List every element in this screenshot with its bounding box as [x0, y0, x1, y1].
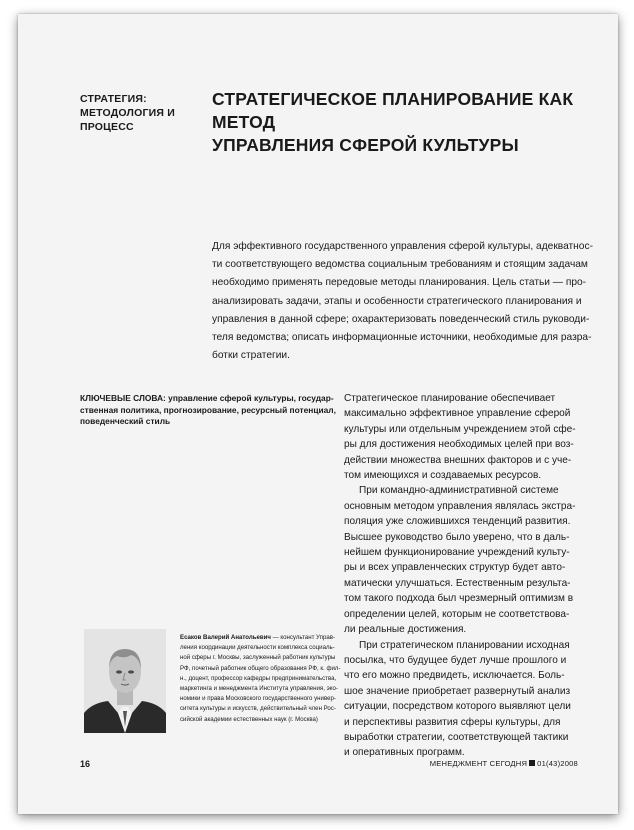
section-label — [80, 92, 190, 134]
journal-issue: 01(43)2008 — [537, 759, 578, 768]
keywords — [80, 393, 335, 428]
body-line: матически улучшаться. Естественным результа- — [344, 577, 571, 589]
abstract-line: Для эффективного государственного управления сферой культуры, адекватнос- — [212, 241, 593, 252]
magazine-page — [18, 14, 618, 814]
author-photo — [84, 629, 166, 733]
bio-line: ситета культуры и искусств, действительный член Рос- — [180, 705, 336, 713]
bio-line: н., доцент, профессор кафедры предпринимательства, — [180, 674, 337, 682]
section-label-line: СТРАТЕГИЯ: — [80, 93, 147, 105]
body-line: поляция уже сложившихся тенденций развития. — [344, 516, 571, 528]
body-line: том такого подхода был чрезмерный оптимизм в — [344, 593, 574, 605]
bio-line: сийской академии естественных наук (г. Москва) — [180, 715, 318, 723]
abstract-line: теля ведомства; описать информационные источники, необходимые для разра- — [212, 332, 592, 344]
abstract-line: анализировать задачи, этапы и особенности стратегического планирования и — [212, 295, 582, 307]
keywords-line: ственная политика, прогнозирование, ресурсный потенциал, — [80, 404, 336, 415]
bio-line: ной сферы г. Москвы, заслуженный работник культуры — [180, 654, 336, 662]
section-label-line: ПРОЦЕСС — [80, 121, 134, 133]
keywords-line: поведенческий стиль — [80, 416, 171, 427]
author-bio — [180, 633, 341, 725]
abstract-line: ботки стратегии. — [212, 350, 290, 362]
bio-text: — консультант Управ- — [270, 634, 335, 641]
section-label-line: МЕТОДОЛОГИЯ И — [80, 107, 175, 119]
abstract-line: ти соответствующего ведомства социальным требованиям и стоящим задачам — [212, 259, 588, 271]
body-line: ры для достижения необходимых целей при воз- — [344, 439, 574, 451]
body-line: ры и всех управленческих структур будет авто- — [344, 562, 566, 574]
bio-line-first — [180, 633, 335, 643]
bio-line: РФ, почетный работник общего образования РФ, к. фил- — [180, 664, 341, 672]
body-line: и перспективы развития сферы культуры, для — [344, 716, 561, 728]
author-name: Есаков Валерий Анатольевич — [180, 634, 271, 641]
journal-footer — [430, 759, 578, 768]
bio-line: номики и права Московского государственного универ- — [180, 695, 336, 703]
body-line: ситуации, посредством которого выявляют цели — [344, 701, 571, 713]
body-line: том имеющихся и создаваемых ресурсов. — [344, 470, 542, 482]
abstract-line: необходимо применять передовые методы планирования. Цель статьи — про- — [212, 277, 587, 289]
article-title — [212, 88, 602, 157]
keywords-line: КЛЮЧЕВЫЕ СЛОВА: управление сферой культуры, государ- — [80, 393, 334, 403]
body-line: определении целей, которым не соответствова- — [344, 608, 570, 620]
body-line: ли реальные достижения. — [344, 624, 467, 636]
body-line: посылка, что будущее будет лучше прошлого и — [344, 654, 567, 666]
body-line: Стратегическое планирование обеспечивает — [344, 393, 556, 404]
abstract-line: управления в данной сфере; охарактеризовать поведенческий стиль руководи- — [212, 313, 590, 325]
body-line: максимально эффективное управление сферой — [344, 408, 571, 420]
article-body — [344, 391, 596, 761]
body-line: нейшем функционирование учреждений культу- — [344, 547, 570, 559]
bio-line: маркетинга и менеджмента Института управления, эко- — [180, 685, 338, 693]
body-line: и оперативных программ. — [344, 747, 465, 759]
article-abstract — [212, 238, 597, 365]
article-title-line: УПРАВЛЕНИЯ СФЕРОЙ КУЛЬТУРЫ — [212, 135, 519, 155]
body-line: выработки стратегии, соответствующей тактики — [344, 731, 569, 743]
body-line: действии множества внешних факторов и с уче- — [344, 454, 572, 466]
body-line: культуры или отдельным учреждением этой сфе- — [344, 423, 576, 435]
square-separator-icon — [529, 760, 535, 766]
body-line: Высшее руководство было уверено, что в даль- — [344, 531, 570, 543]
journal-name: МЕНЕДЖМЕНТ СЕГОДНЯ — [429, 759, 528, 768]
body-line: При стратегическом планировании исходная — [359, 639, 570, 651]
body-line: При командно-административной системе — [359, 485, 559, 497]
body-line: что его можно предвидеть, исключается. Боль- — [344, 670, 565, 682]
author-portrait-image — [84, 629, 166, 733]
body-line: основным методом управления являлась экстра- — [344, 500, 576, 512]
article-title-line: СТРАТЕГИЧЕСКОЕ ПЛАНИРОВАНИЕ КАК МЕТОД — [212, 89, 574, 132]
body-line: шое значение приобретает развернутый анализ — [344, 685, 571, 697]
bio-line: ления координации деятельности комплекса социаль- — [180, 644, 335, 652]
page-number: 16 — [80, 759, 91, 769]
